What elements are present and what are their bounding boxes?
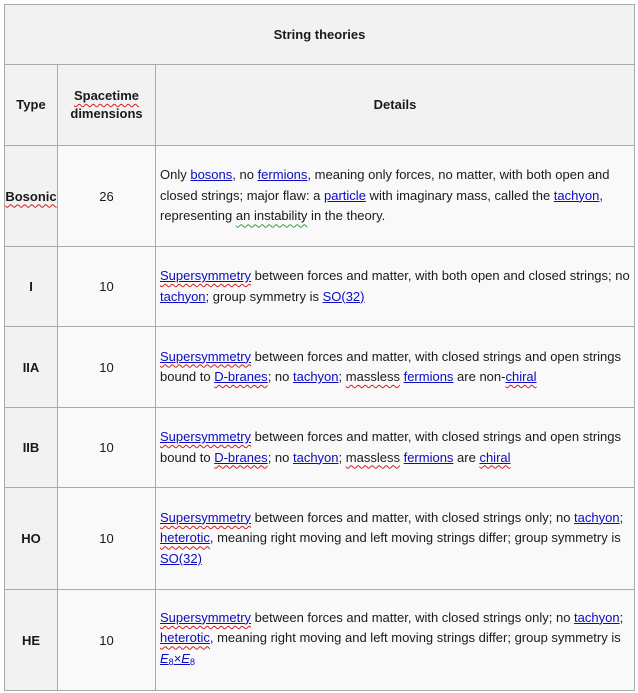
detail-text: ; no — [267, 449, 293, 465]
type-cell: I — [5, 247, 58, 327]
link-supersymmetry[interactable] — [160, 268, 251, 283]
link-tachyon[interactable]: tachyon — [292, 369, 339, 384]
type-cell: IIA — [5, 327, 58, 408]
link-tachyon[interactable]: tachyon — [292, 449, 339, 465]
link-text: heterotic — [160, 630, 210, 646]
detail-text: with imaginary mass, called the — [365, 187, 554, 203]
details-cell — [156, 327, 635, 408]
link-text: Supersymmetry — [160, 509, 252, 525]
link-text: chiral — [505, 369, 537, 384]
link-text: Supersymmetry — [160, 348, 252, 364]
link-tachyon[interactable]: tachyon — [574, 509, 620, 525]
link-d-branes[interactable] — [214, 450, 267, 465]
link-text: heterotic — [160, 530, 210, 546]
link-bosons[interactable]: bosons — [190, 167, 233, 183]
details-cell — [156, 408, 635, 488]
detail-text: , no — [232, 167, 258, 183]
misspelled-word: massless — [345, 369, 400, 384]
dimensions-cell: 10 — [58, 327, 156, 408]
link-text: Supersymmetry — [160, 268, 252, 283]
detail-text: between forces and matter, with closed strings and open strings bound to — [160, 348, 622, 384]
link-fermions[interactable]: fermions — [403, 449, 454, 465]
grammar-flag: an instability — [235, 208, 308, 224]
link-text: D-branes — [214, 449, 268, 465]
detail-text: , representing — [160, 187, 603, 224]
misspelled-word: massless — [345, 449, 400, 465]
math-subscript: 8 — [168, 656, 174, 667]
dimensions-cell: 10 — [58, 408, 156, 488]
link-tachyon[interactable]: tachyon — [574, 609, 620, 625]
link-text: D-branes — [214, 369, 268, 384]
link-d-branes[interactable] — [214, 369, 267, 384]
detail-text: , meaning right moving and left moving strings differ; group symmetry is — [209, 530, 621, 546]
detail-text: are non- — [453, 369, 506, 384]
detail-text: are — [453, 449, 480, 465]
table-row — [5, 146, 635, 247]
link-tachyon[interactable]: tachyon — [553, 187, 600, 203]
type-cell: HE — [5, 590, 58, 691]
table-row — [5, 408, 635, 488]
details-cell — [156, 488, 635, 590]
detail-text: ; — [338, 449, 346, 465]
detail-text: , meaning right moving and left moving strings differ; group symmetry is — [209, 630, 621, 646]
column-header-type: Type — [5, 65, 58, 146]
link-supersymmetry[interactable] — [160, 429, 251, 444]
link-text: Supersymmetry — [160, 609, 252, 625]
type-cell — [5, 146, 58, 247]
type-cell: HO — [5, 488, 58, 590]
link-heterotic[interactable] — [160, 630, 210, 645]
link-tachyon[interactable]: tachyon — [160, 288, 206, 304]
link-chiral[interactable] — [479, 450, 510, 465]
detail-text: between forces and matter, with closed strings only; no — [251, 509, 575, 525]
detail-text: ; — [619, 609, 624, 625]
link-chiral[interactable] — [505, 369, 536, 384]
link-supersymmetry[interactable] — [160, 510, 251, 525]
details-cell — [156, 590, 635, 691]
link-so-32[interactable]: SO(32) — [160, 550, 202, 566]
link-heterotic[interactable] — [160, 530, 210, 545]
dimensions-cell: 10 — [58, 488, 156, 590]
detail-text: in the theory. — [307, 208, 386, 224]
table-row — [5, 247, 635, 327]
dimensions-cell: 10 — [58, 590, 156, 691]
link-text: chiral — [479, 449, 511, 465]
detail-text: between forces and matter, with closed strings only; no — [251, 609, 575, 625]
link-text: Supersymmetry — [160, 429, 252, 444]
detail-text: ; — [619, 509, 624, 525]
detail-text: between forces and matter, with both open and closed strings; no — [251, 268, 630, 283]
link-particle[interactable]: particle — [324, 187, 366, 203]
detail-text: ; no — [267, 369, 293, 384]
column-header-dimensions-line2: dimensions — [70, 106, 143, 121]
detail-text: Only — [160, 167, 191, 183]
math-subscript: 8 — [189, 656, 195, 667]
column-header-details: Details — [156, 65, 635, 146]
table-caption: String theories — [5, 5, 635, 65]
math-operator: × — [173, 650, 182, 666]
table-row — [5, 590, 635, 691]
type-label: Bosonic — [5, 188, 57, 204]
detail-text: ; — [338, 369, 346, 384]
details-cell — [156, 247, 635, 327]
table-row — [5, 488, 635, 590]
link-supersymmetry[interactable] — [160, 610, 251, 625]
string-theories-table — [4, 4, 635, 691]
detail-text: between forces and matter, with closed strings and open strings bound to — [160, 429, 622, 465]
link-e8-e8[interactable] — [160, 651, 195, 666]
dimensions-cell: 10 — [58, 247, 156, 327]
link-fermions[interactable]: fermions — [403, 369, 454, 384]
column-header-dimensions-line1: Spacetime — [73, 88, 140, 103]
column-header-dimensions — [58, 65, 156, 146]
link-supersymmetry[interactable] — [160, 349, 251, 364]
link-so-32[interactable]: SO(32) — [322, 288, 365, 304]
type-cell: IIB — [5, 408, 58, 488]
math-symbol: E — [181, 650, 190, 666]
detail-text: ; group symmetry is — [205, 288, 323, 304]
details-cell — [156, 146, 635, 247]
link-fermions[interactable]: fermions — [257, 167, 308, 183]
math-symbol: E — [160, 650, 169, 666]
dimensions-cell: 26 — [58, 146, 156, 247]
table-row — [5, 327, 635, 408]
detail-text: , meaning only forces, no matter, with both open and closed strings; major flaw: a — [160, 167, 610, 203]
